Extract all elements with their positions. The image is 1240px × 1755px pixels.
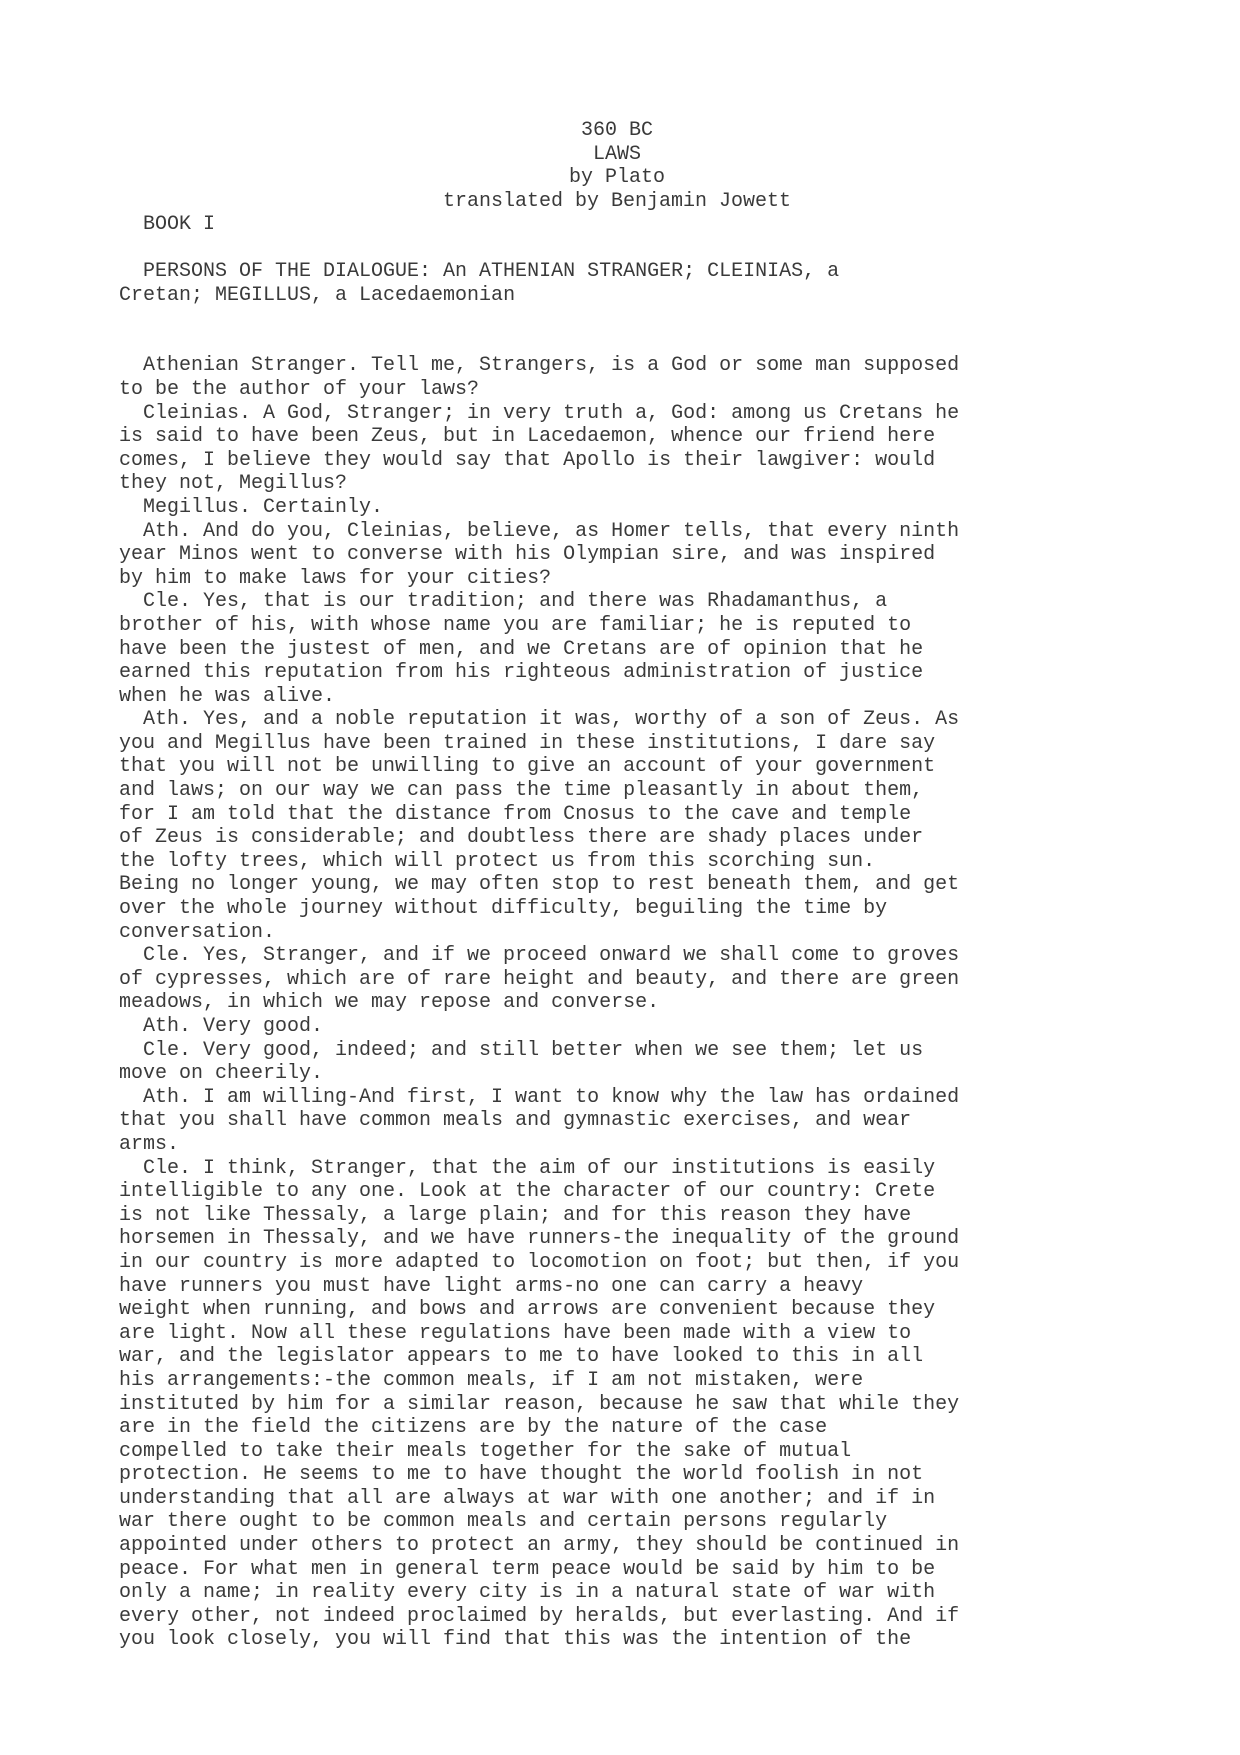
persons-line: PERSONS OF THE DIALOGUE: An ATHENIAN STRANGER; CLEINIAS, a	[143, 260, 840, 283]
book-heading: BOOK I	[143, 213, 216, 236]
text-line: are in the field the citizens are by the nature of the case	[119, 1416, 828, 1440]
text-line: Megillus. Certainly.	[143, 495, 384, 519]
text-line: Being no longer young, we may often stop to rest beneath them, and get	[119, 873, 960, 897]
text-line: they not, Megillus?	[119, 472, 348, 496]
text-line: protection. He seems to me to have thought the world foolish in not	[119, 1463, 924, 1487]
text-line: you look closely, you will find that this was the intention of the	[119, 1628, 912, 1652]
translator-line: translated by Benjamin Jowett	[442, 189, 792, 213]
text-line: instituted by him for a similar reason, because he saw that while they	[119, 1392, 960, 1416]
text-line: you and Megillus have been trained in these institutions, I dare say	[119, 731, 936, 755]
text-line: comes, I believe they would say that Apollo is their lawgiver: would	[119, 448, 936, 472]
text-line: to be the author of your laws?	[119, 377, 480, 401]
text-line: Ath. Very good.	[143, 1015, 324, 1038]
text-line: and laws; on our way we can pass the time pleasantly in about them,	[119, 779, 924, 803]
text-line: Ath. Yes, and a noble reputation it was, worthy of a son of Zeus. As	[143, 708, 960, 732]
text-line: in our country is more adapted to locomotion on foot; but then, if you	[119, 1250, 960, 1274]
text-line: intelligible to any one. Look at the character of our country: Crete	[119, 1180, 936, 1204]
text-line: of Zeus is considerable; and doubtless there are shady places under	[119, 826, 924, 850]
text-line: his arrangements:-the common meals, if I am not mistaken, were	[119, 1368, 864, 1392]
text-line: Cle. Yes, Stranger, and if we proceed onward we shall come to groves	[143, 944, 960, 968]
text-line: horsemen in Thessaly, and we have runners-the inequality of the ground	[119, 1227, 960, 1251]
text-line: compelled to take their meals together for the sake of mutual	[119, 1439, 852, 1463]
text-line: conversation.	[119, 920, 276, 944]
work-title: LAWS	[592, 142, 641, 166]
text-line: move on cheerily.	[119, 1062, 324, 1086]
text-line: over the whole journey without difficulty, beguiling the time by	[119, 897, 888, 921]
text-line: Cle. I think, Stranger, that the aim of our institutions is easily	[143, 1156, 936, 1180]
blank-line	[119, 307, 1129, 331]
text-body	[119, 260, 1129, 1652]
text-line: that you will not be unwilling to give an account of your government	[119, 755, 936, 779]
text-line: have runners you must have light arms-no one can carry a heavy	[119, 1274, 864, 1298]
author-line: by Plato	[568, 166, 665, 190]
text-line: arms.	[119, 1132, 180, 1156]
text-line: understanding that all are always at war with one another; and if in	[119, 1486, 936, 1510]
text-line: only a name; in reality every city is in a natural state of war with	[119, 1581, 936, 1605]
text-line: Cle. Yes, that is our tradition; and there was Rhadamanthus, a	[143, 590, 888, 614]
text-line: is not like Thessaly, a large plain; and for this reason they have	[119, 1203, 912, 1227]
text-line: Cleinias. A God, Stranger; in very truth a, God: among us Cretans he	[143, 401, 960, 425]
text-line: when he was alive.	[119, 684, 336, 708]
text-line: appointed under others to protect an army, they should be continued in	[119, 1534, 960, 1558]
text-line: of cypresses, which are of rare height and beauty, and there are green	[119, 967, 960, 991]
text-line: for I am told that the distance from Cnosus to the cave and temple	[119, 802, 912, 826]
text-line: that you shall have common meals and gymnastic exercises, and wear	[119, 1109, 912, 1133]
text-line: the lofty trees, which will protect us from this scorching sun.	[119, 849, 876, 873]
text-line: Ath. I am willing-And first, I want to know why the law has ordained	[143, 1085, 960, 1109]
text-line: year Minos went to converse with his Olympian sire, and was inspired	[119, 543, 936, 567]
text-line: by him to make laws for your cities?	[119, 566, 552, 590]
text-line: brother of his, with whose name you are familiar; he is reputed to	[119, 613, 912, 637]
text-line: war, and the legislator appears to me to have looked to this in all	[119, 1345, 924, 1369]
text-line: meadows, in which we may repose and converse.	[119, 991, 660, 1015]
text-line: war there ought to be common meals and certain persons regularly	[119, 1510, 888, 1534]
title-block	[0, 119, 1240, 213]
text-line: have been the justest of men, and we Cretans are of opinion that he	[119, 637, 924, 661]
text-line: peace. For what men in general term peace would be said by him to be	[119, 1557, 936, 1581]
text-line: weight when running, and bows and arrows are convenient because they	[119, 1298, 936, 1322]
persons-line: Cretan; MEGILLUS, a Lacedaemonian	[119, 283, 516, 307]
text-line: is said to have been Zeus, but in Lacedaemon, whence our friend here	[119, 425, 936, 449]
text-line: every other, not indeed proclaimed by heralds, but everlasting. And if	[119, 1604, 960, 1628]
text-line: are light. Now all these regulations have been made with a view to	[119, 1321, 912, 1345]
text-line: earned this reputation from his righteous administration of justice	[119, 661, 924, 685]
date-line: 360 BC	[580, 119, 653, 142]
text-line: Athenian Stranger. Tell me, Strangers, is a God or some man supposed	[143, 354, 960, 378]
text-line: Cle. Very good, indeed; and still better when we see them; let us	[143, 1038, 924, 1062]
text-line: Ath. And do you, Cleinias, believe, as Homer tells, that every ninth	[143, 519, 960, 543]
blank-line	[119, 331, 1129, 355]
